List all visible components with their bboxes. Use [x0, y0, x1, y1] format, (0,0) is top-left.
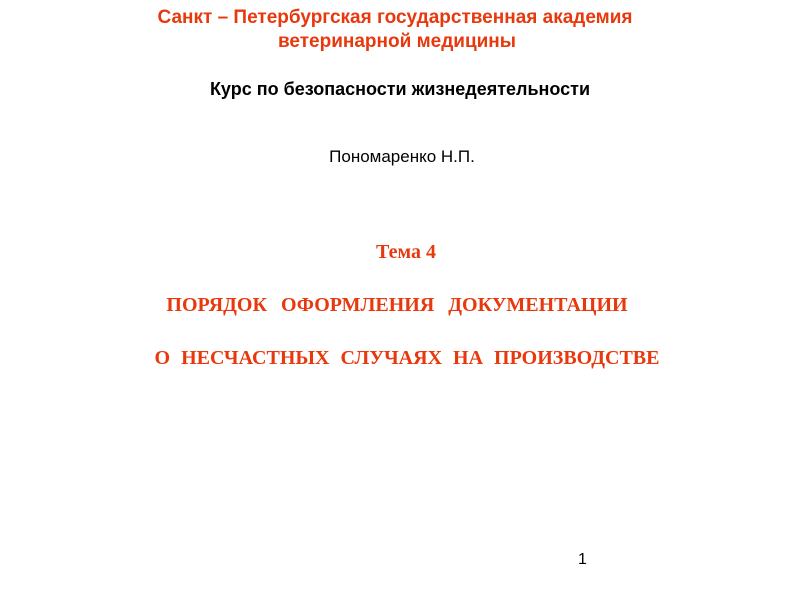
course-title: Курс по безопасности жизнедеятельности — [209, 79, 591, 99]
slide-title-line2: О НЕСЧАСТНЫХ СЛУЧАЯХ НА ПРОИЗВОДСТВЕ — [154, 347, 660, 369]
topic-label: Тема 4 — [376, 241, 436, 263]
page-number: 1 — [578, 551, 587, 568]
institution-name-line2: ветеринарной медицины — [277, 31, 517, 52]
institution-name-line1: Санкт – Петербургская государственная академия — [157, 7, 633, 28]
author-name: Пономаренко Н.П. — [329, 147, 475, 166]
slide-title-line1: ПОРЯДОК ОФОРМЛЕНИЯ ДОКУМЕНТАЦИИ — [166, 294, 628, 316]
